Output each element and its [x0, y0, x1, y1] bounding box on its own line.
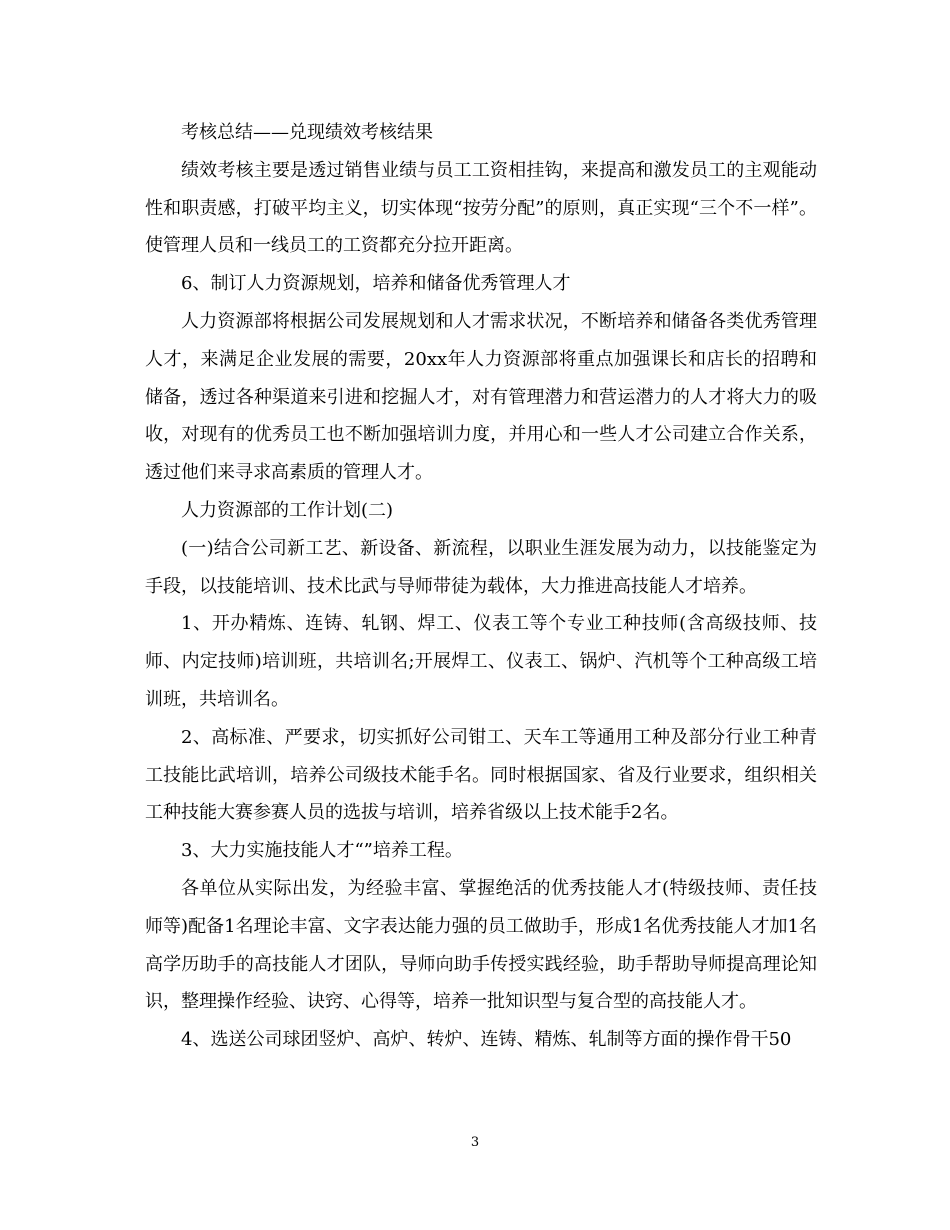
document-body — [145, 114, 817, 1059]
paragraph-item-1-training: 1、开办精炼、连铸、轧钢、焊工、仪表工等个专业工种技师(含高级技师、技师、内定技师)培训班，共培训名;开展焊工、仪表工、锅炉、汽机等个工种高级工培训班，共培训名。 — [145, 613, 817, 710]
heading-hr-work-plan-2: 人力资源部的工作计划(二) — [181, 499, 394, 521]
paragraph-item-3-project: 3、大力实施技能人才“”培养工程。 — [181, 840, 463, 862]
paragraph-mentor-assistant: 各单位从实际出发，为经验丰富、掌握绝活的优秀技能人才(特级技师、责任技师等)配备1名理论丰富、文字表达能力强的员工做助手，形成1名优秀技能人才加1名高学历助手的高技能人才团队，导师向助手传授实践经验，助手帮助导师提高理论知识，整理操作经验、诀窍、心得等，培养一批知识型与复合型的高技能人才。 — [145, 877, 817, 1013]
paragraph-item-2-competition: 2、高标准、严要求，切实抓好公司钳工、天车工等通用工种及部分行业工种青工技能比武培训，培养公司级技术能手名。同时根据国家、省及行业要求，组织相关工种技能大赛参赛人员的选拔与培训，培养省级以上技术能手2名。 — [145, 726, 817, 824]
paragraph-item-4-selection: 4、选送公司球团竖炉、高炉、转炉、连铸、精炼、轧制等方面的操作骨干50 — [181, 1029, 792, 1051]
heading-assessment-summary: 考核总结——兑现绩效考核结果 — [181, 122, 433, 143]
heading-hr-planning: 6、制订人力资源规划，培养和储备优秀管理人才 — [181, 273, 571, 295]
paragraph-talent-reserve: 人力资源部将根据公司发展规划和人才需求状况，不断培养和储备各类优秀管理人才，来满足企业发展的需要，20xx年人力资源部将重点加强课长和店长的招聘和储备，透过各种渠道来引进和挖掘人才，对有管理潜力和营运潜力的人才将大力的吸收，对现有的优秀员工也不断加强培训力度，并用心和一些人才公司建立合作关系，透过他们来寻求高素质的管理人才。 — [145, 310, 817, 484]
page-number: 3 — [470, 1135, 480, 1150]
paragraph-performance-assessment: 绩效考核主要是透过销售业绩与员工工资相挂钩，来提高和激发员工的主观能动性和职责感，打破平均主义，切实体现“按劳分配”的原则，真正实现“三个不一样”。使管理人员和一线员工的工资都充分拉开距离。 — [145, 159, 817, 257]
paragraph-skill-talent-cultivation: (一)结合公司新工艺、新设备、新流程，以职业生涯发展为动力，以技能鉴定为手段，以技能培训、技术比武与导师带徒为载体，大力推进高技能人才培养。 — [145, 537, 817, 597]
